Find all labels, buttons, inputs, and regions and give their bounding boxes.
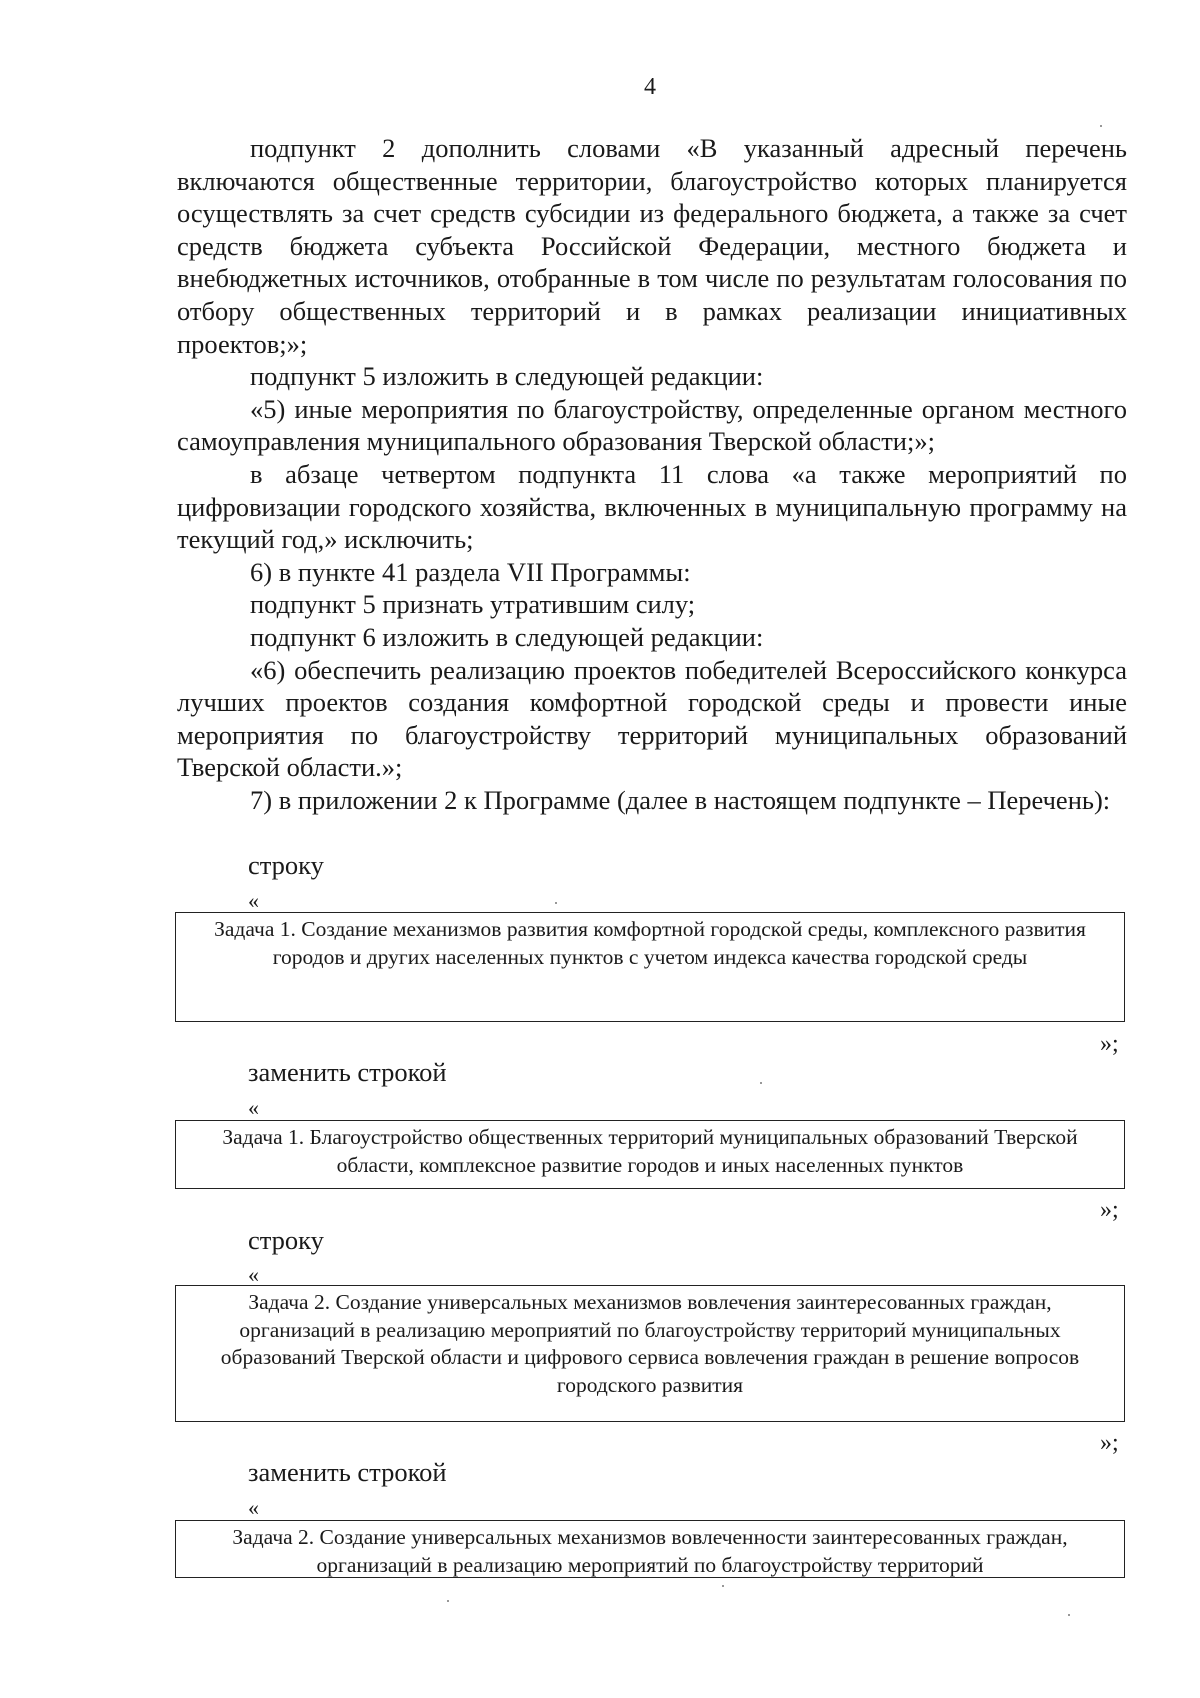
scan-speck [1100, 125, 1102, 127]
label-row: строку [248, 1225, 324, 1255]
task-1-old-box: Задача 1. Создание механизмов развития комфортной городской среды, комплексного развития городов и других населенных пунктов с учетом индекса качества городской среды [175, 912, 1125, 1022]
label-replace-with: заменить строкой [248, 1457, 447, 1487]
paragraph-subitem-2-addition: подпункт 2 дополнить словами «В указанный адресный перечень включаются общественные территории, благоустройство которых планируется осуществлять за счет средств субсидии из федерального бюджета, а также за счет средств бюджета субъекта Российской Федерации, местного бюджета и внебюджетных источников, отобранные в том числе по результатам голосования по отбору общественных территорий и в рамках реализации инициативных проектов;»; [177, 133, 1127, 359]
scan-speck [447, 1600, 449, 1602]
close-quote: »; [1100, 1197, 1119, 1223]
paragraph-appendix-2: 7) в приложении 2 к Программе (далее в настоящем подпункте – Перечень): [250, 784, 1111, 815]
task-1-new-box: Задача 1. Благоустройство общественных территорий муниципальных образований Тверской области, комплексное развитие городов и иных населенных пунктов [175, 1120, 1125, 1189]
paragraph-subitem-6-header: подпункт 6 изложить в следующей редакции: [250, 621, 764, 652]
label-replace-with: заменить строкой [248, 1057, 447, 1087]
scan-speck [760, 1082, 762, 1084]
close-quote: »; [1100, 1430, 1119, 1456]
task-2-new-box: Задача 2. Создание универсальных механизмов вовлеченности заинтересованных граждан, организаций в реализацию мероприятий по благоустройству территорий [175, 1520, 1125, 1578]
label-row: строку [248, 850, 324, 880]
open-quote: « [248, 1262, 259, 1287]
scan-speck [1068, 1614, 1070, 1616]
open-quote: « [248, 1095, 259, 1120]
close-quote: »; [1100, 1031, 1119, 1057]
paragraph-subitem-6-text: «6) обеспечить реализацию проектов победителей Всероссийского конкурса лучших проектов создания комфортной городской среды и провести иные мероприятия по благоустройству территорий муниципальных образований Тверской области.»; [177, 654, 1127, 783]
open-quote: « [248, 888, 259, 913]
scan-speck [555, 902, 557, 904]
paragraph-subitem-5-header: подпункт 5 изложить в следующей редакции: [250, 361, 764, 392]
scan-speck [722, 1585, 724, 1587]
paragraph-subitem-5-text: «5) иные мероприятия по благоустройству, определенные органом местного самоуправления муниципального образования Тверской области;»; [177, 393, 1127, 457]
document-body [177, 132, 1127, 816]
paragraph-point-41: 6) в пункте 41 раздела VII Программы: [250, 556, 691, 587]
paragraph-subitem-5-void: подпункт 5 признать утратившим силу; [250, 589, 696, 620]
open-quote: « [248, 1495, 259, 1520]
task-2-old-box: Задача 2. Создание универсальных механизмов вовлечения заинтересованных граждан, организаций в реализацию мероприятий по благоустройству территорий муниципальных образований Тверской области и цифрового сервиса вовлечения граждан в решение вопросов городского развития [175, 1285, 1125, 1422]
page-number: 4 [644, 74, 656, 100]
paragraph-subitem-11-change: в абзаце четвертом подпункта 11 слова «а также мероприятий по цифровизации городского хозяйства, включенных в муниципальную программу на текущий год,» исключить; [177, 458, 1127, 555]
